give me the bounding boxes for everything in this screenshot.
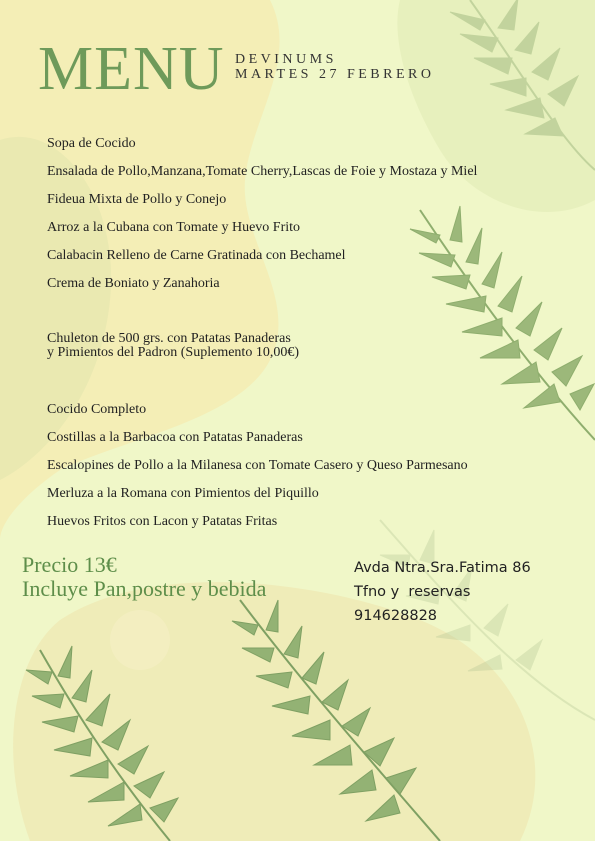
first-course-item: Crema de Boniato y Zanahoria [47, 276, 220, 291]
special-dish [47, 332, 299, 360]
palm-leaf-right [410, 206, 595, 440]
price-label: Precio 13€ [22, 552, 117, 577]
second-course-item: Merluza a la Romana con Pimientos del Piquillo [47, 486, 319, 501]
second-course-item: Escalopines de Pollo a la Milanesa con Tomate Casero y Queso Parmesano [47, 458, 468, 473]
menu-date: MARTES 27 FEBRERO [235, 67, 435, 82]
restaurant-name: DEVINUMS [235, 52, 337, 67]
menu-title: MENU [38, 35, 225, 103]
menu-subtitle [235, 52, 434, 82]
price-block [22, 553, 266, 601]
first-course-item: Arroz a la Cubana con Tomate y Huevo Frito [47, 220, 301, 235]
contact-block [354, 556, 531, 628]
background-circle [110, 610, 170, 670]
second-course-item: Cocido Completo [47, 402, 147, 417]
address: Avda Ntra.Sra.Fatima 86 [354, 560, 531, 576]
first-course-item: Fideua Mixta de Pollo y Conejo [47, 192, 227, 207]
phone-label: Tfno y reservas [354, 584, 471, 600]
first-course-item: Ensalada de Pollo,Manzana,Tomate Cherry,Lascas de Foie y Mostaza y Miel [47, 164, 478, 179]
background-blob-top-right [397, 0, 595, 212]
first-course-item: Sopa de Cocido [47, 136, 136, 151]
phone-number: 914628828 [354, 608, 438, 624]
second-course-item: Costillas a la Barbacoa con Patatas Panaderas [47, 430, 303, 445]
second-course-item: Huevos Fritos con Lacon y Patatas Fritas [47, 514, 278, 529]
special-dish-line: Chuleton de 500 grs. con Patatas Panaderas [47, 331, 291, 346]
price-includes: Incluye Pan,postre y bebida [22, 576, 267, 601]
first-course-item: Calabacin Relleno de Carne Gratinada con Bechamel [47, 248, 346, 263]
special-dish-line: y Pimientos del Padron (Suplemento 10,00€) [47, 345, 299, 360]
